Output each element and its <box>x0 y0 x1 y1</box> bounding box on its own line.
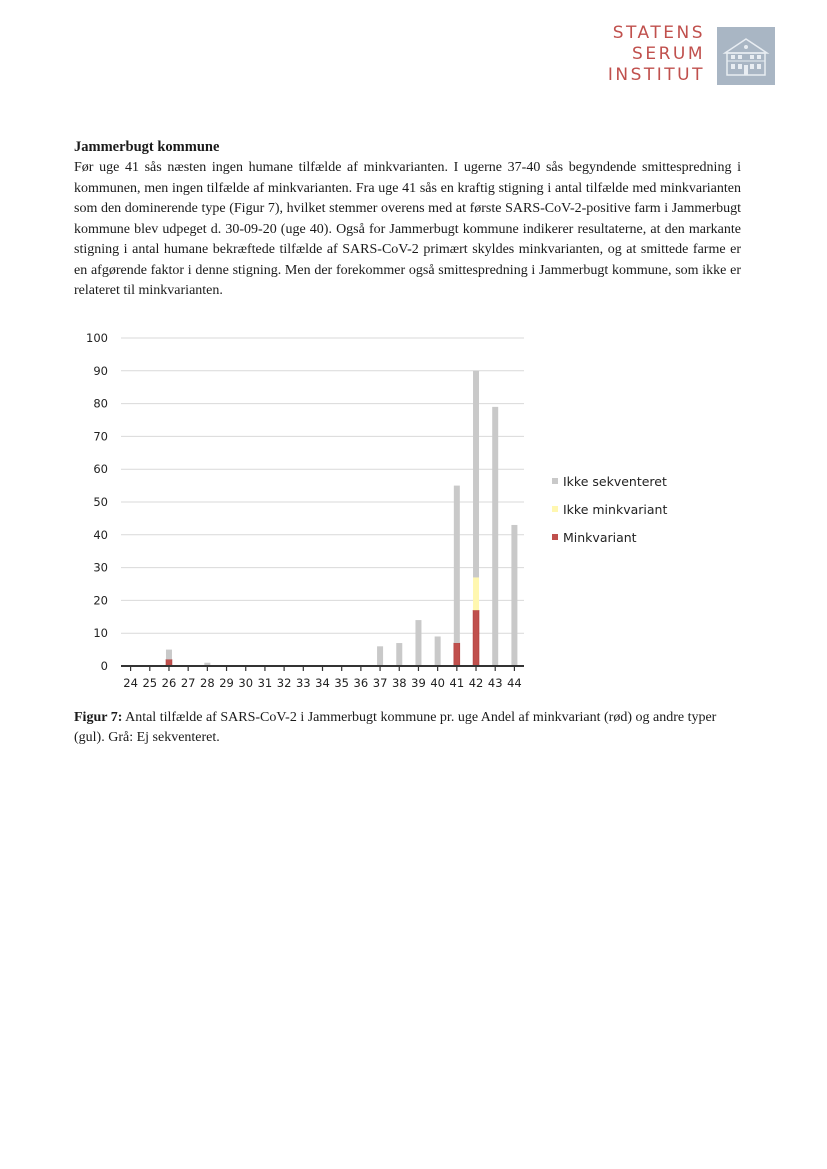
x-tick-label: 43 <box>487 676 503 690</box>
legend-label: Ikke sekventeret <box>563 474 667 489</box>
y-tick-label: 0 <box>100 659 108 673</box>
y-tick-label: 90 <box>93 363 108 378</box>
x-tick-label: 38 <box>391 676 407 690</box>
x-tick-label: 24 <box>123 676 138 690</box>
bar-segment <box>454 643 460 666</box>
figure-7-chart <box>74 320 684 710</box>
x-tick-label: 30 <box>238 676 254 690</box>
logo-text <box>608 23 705 86</box>
y-tick-label: 60 <box>93 462 108 477</box>
x-tick-label: 44 <box>507 676 522 690</box>
bar-segment <box>492 407 498 666</box>
bar-segment <box>454 486 460 643</box>
x-tick-label: 35 <box>334 676 350 690</box>
y-tick-label: 30 <box>93 560 108 575</box>
x-tick-label: 39 <box>411 676 426 690</box>
bar-segment <box>166 650 172 660</box>
legend-label: Minkvariant <box>563 530 637 545</box>
x-tick-label: 37 <box>372 676 388 690</box>
x-tick-label: 25 <box>142 676 158 690</box>
legend-swatch <box>552 478 558 484</box>
legend-swatch <box>552 506 558 512</box>
y-tick-label: 100 <box>86 331 108 345</box>
bar-segment <box>435 636 441 666</box>
bar-segment <box>396 643 402 666</box>
x-tick-label: 26 <box>161 676 177 690</box>
x-tick-label: 29 <box>219 676 234 690</box>
figure-caption <box>74 708 744 748</box>
chart-svg <box>74 320 684 710</box>
bar-segment <box>473 610 479 666</box>
y-tick-label: 10 <box>93 626 108 641</box>
logo-line-3: INSTITUT <box>607 65 705 85</box>
x-tick-label: 32 <box>276 676 292 690</box>
legend-swatch <box>552 534 558 540</box>
bar-segment <box>473 371 479 578</box>
logo-line-1: STATENS <box>612 23 705 43</box>
bar-segment <box>473 577 479 610</box>
bar-segment <box>377 646 383 666</box>
x-tick-label: 28 <box>200 676 215 690</box>
institute-logo <box>608 22 775 86</box>
x-tick-label: 31 <box>257 676 273 690</box>
bar-segment <box>415 620 421 666</box>
x-tick-label: 40 <box>430 676 445 690</box>
section-body: Før uge 41 sås næsten ingen humane tilfælde af minkvarianten. I ugerne 37-40 sås begyndende smittespredning i kommunen, men ingen tilfælde af minkvarianten. Fra uge 41 sås en kraftig stigning i antal tilfælde med minkvarianten som den dominerende type (Figur 7), hvilket stemmer overens med at første SARS-CoV-2-positive farm i Jammerbugt kommune blev udpeget d. 30-09-20 (uge 40). Også for Jammerbugt kommune indikerer resultaterne, at den markante stigning i antal humane bekræftede tilfælde af SARS-CoV-2 primært skyldes minkvarianten, og at smittede farme er en afgørende faktor i denne stigning. Men der forekommer også smittespredning i Jammerbugt kommune, som ikke er relateret til minkvarianten. <box>74 160 741 298</box>
y-tick-label: 40 <box>93 527 108 542</box>
section-title: Jammerbugt kommune <box>74 139 220 155</box>
y-tick-label: 70 <box>93 429 108 444</box>
x-tick-label: 27 <box>180 676 196 690</box>
caption-text: Antal tilfælde af SARS-CoV-2 i Jammerbugt kommune pr. uge Andel af minkvariant (rød) og andre typer (gul). Grå: Ej sekventeret. <box>74 710 717 745</box>
x-tick-label: 41 <box>449 676 465 690</box>
x-tick-label: 33 <box>295 676 311 690</box>
x-tick-label: 34 <box>315 676 330 690</box>
y-tick-label: 20 <box>93 593 108 608</box>
bar-segment <box>511 525 517 666</box>
legend-label: Ikke minkvariant <box>563 502 668 517</box>
y-tick-label: 50 <box>93 495 108 509</box>
caption-label: Figur 7: <box>74 710 123 725</box>
x-tick-label: 36 <box>353 676 369 690</box>
logo-line-2: SERUM <box>632 44 705 64</box>
building-icon <box>717 27 775 85</box>
y-tick-label: 80 <box>93 396 108 411</box>
section <box>74 139 741 302</box>
x-tick-label: 42 <box>468 676 484 690</box>
